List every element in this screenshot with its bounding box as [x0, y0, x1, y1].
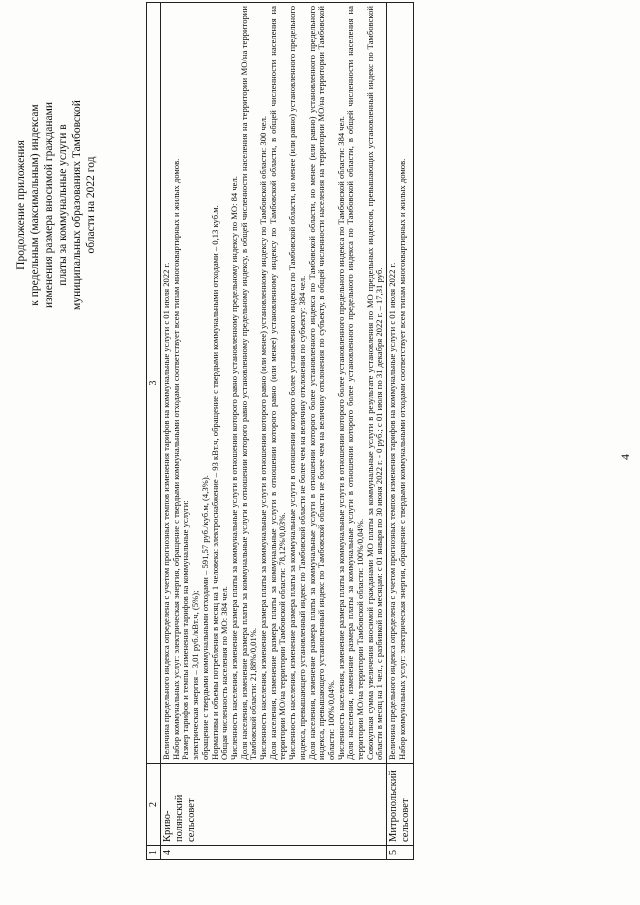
caption-line: области на 2022 год: [85, 156, 97, 254]
row-number: 4: [161, 846, 387, 860]
description-line: Размер тарифов и темпы изменения тарифов на коммунальные услуги:: [180, 500, 191, 760]
caption-line: к предельным (максимальным) индексам: [29, 104, 41, 306]
row-number: 5: [387, 846, 414, 860]
caption-line: Продолжение приложения: [15, 140, 27, 270]
municipality-name: Митропольский сельсовет: [387, 764, 414, 846]
description-line: Набор коммунальных услуг: электрическая энергия, обращение с твердыми коммунальными отходами соответствует всем типам многоквартирных и жилых домов.: [396, 158, 407, 760]
description-line: Набор коммунальных услуг: электрическая энергия, обращение с твердыми коммунальными отходами соответствует всем типам многоквартирных и жилых домов.: [170, 158, 181, 760]
description-line: электрическая энергия – 3,01 руб./кВт.ч, (5%);: [190, 590, 201, 760]
header-col-3: 3: [147, 3, 161, 764]
description-line: обращение с твердыми коммунальными отходами – 591,57 руб./куб.м, (4,3%).: [199, 475, 210, 760]
header-col-2: 2: [147, 764, 161, 846]
caption-line: платы за коммунальные услуги в: [57, 124, 69, 286]
description-line: Величина предельного индекса определена с учетом прогнозных темпов изменения тарифов на коммунальные услуги с 01 июля 2022 г.: [387, 262, 398, 760]
description-line: Численность населения, изменение размера платы за коммунальные услуги в отношении которого равно (или менее) установленному индексу по Тамбовской области: 300 чел.: [258, 115, 269, 760]
description-line: Доля населения, изменение размера платы за коммунальные услуги в отношении которого более установленного индекса по Тамбовской области, но менее (или равно) установленного предельного индекса, превышающего установленный индекс по Тамбовской области не более чем на величину отклонения по субъекту, в общей численности населения на территории МО/на территории Тамбовской области: 100%/0,04%.: [306, 6, 336, 760]
caption-line: муниципальных образованиях Тамбовской: [71, 100, 83, 310]
row-description: [387, 3, 414, 764]
description-line: Численность населения, изменение размера платы за коммунальные услуги в отношении которого равно установленному предельному индексу по МО: 84 чел.: [228, 176, 239, 760]
appendix-caption: [14, 45, 98, 365]
municipality-name: Кривополянский сельсовет: [161, 764, 387, 846]
description-line: Величина предельного индекса определена с учетом прогнозных темпов изменения тарифов на коммунальные услуги с 01 июля 2022 г.: [161, 262, 171, 760]
description-line: Доля населения, изменение размера платы за коммунальные услуги в отношении которого равно (или менее) установленному индексу по Тамбовской области, в общей численности населения на территории МО/на территории Тамбовской области: 78,12%/0,03%.: [267, 6, 288, 760]
description-line: Численность населения, изменение размера платы за коммунальные услуги в отношении которого более установленного индекса по Тамбовской области, но менее (или равно) установленного предельного индекса, превышающего установленный индекс по Тамбовской области не более чем на величину отклонения по субъекту: 384 чел.: [287, 6, 307, 760]
index-table: [146, 2, 414, 860]
description-line: Нормативы и объемы потребления в месяц на 1 человека: электроснабжение – 93 кВт.ч, обращение с твердыми коммунальными отходами – 0,13 куб.м.: [209, 205, 220, 760]
header-col-1: 1: [147, 846, 161, 860]
caption-line: изменения размера вносимой гражданами: [43, 101, 55, 309]
description-line: Доля населения, изменение размера платы за коммунальные услуги в отношении которого более установленного предельного индекса по Тамбовской области, в общей численности населения на территории МО/на территории Тамбовской области: 100%/0,04%.: [345, 6, 366, 760]
table-header-row: [147, 3, 161, 860]
row-description: [161, 3, 387, 764]
description-line: Доля населения, изменение размера платы за коммунальные услуги в отношении которого равно установленному предельному индексу, в общей численности населения на территории МО/на территории Тамбовской области: 21,88%/0,01%.: [238, 6, 259, 760]
description-line: Численность населения, изменение размера платы за коммунальные услуги в отношении которого более установленного предельного индекса по Тамбовской области: 384 чел.: [335, 116, 346, 760]
description-line: Общая численность населения по МО: 384 чел.: [219, 586, 230, 760]
description-line: Совокупная сумма увеличения вносимой гражданами МО платы за коммунальные услуги в результате установления по МО предельных индексов, превышающих установленный индекс по Тамбовской области в месяц на 1 чел., с разбивкой по месяцам: с 01 января по 30 июня 2022 г. - 0 руб.; с 01 июля по 31 декабря 2022 г. – 17,31 руб.: [364, 6, 385, 760]
table-row: [387, 3, 414, 860]
page-number: 4: [618, 454, 632, 460]
table-row: [161, 3, 387, 860]
